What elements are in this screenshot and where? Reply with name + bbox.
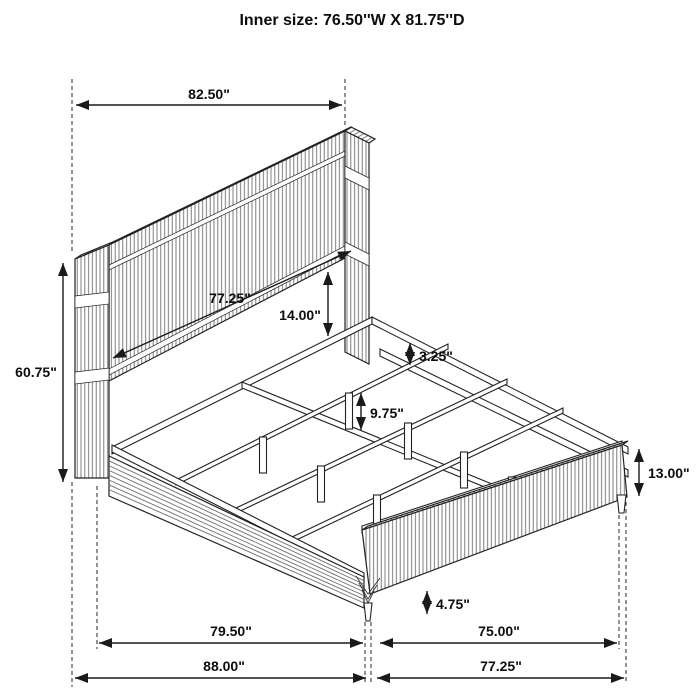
dim-overall-width-label: 82.50" bbox=[188, 86, 230, 102]
dim-headboard-height-label: 60.75" bbox=[15, 364, 57, 380]
dim-corner-leg-height-label: 4.75" bbox=[436, 596, 470, 612]
corner-leg bbox=[364, 603, 372, 621]
dim-foot-overall-width-label: 77.25" bbox=[480, 658, 522, 674]
frame-center-stringer bbox=[242, 382, 492, 490]
dim-headboard-to-slats-label: 14.00" bbox=[279, 307, 321, 323]
dim-overall-width bbox=[76, 86, 342, 105]
footboard-face bbox=[362, 445, 627, 594]
dim-center-leg-height bbox=[361, 393, 404, 430]
footboard bbox=[356, 441, 628, 621]
dim-foot-overall-width bbox=[377, 658, 624, 678]
dim-footboard-height-label: 13.00" bbox=[648, 465, 690, 481]
dim-overall-depth bbox=[75, 658, 366, 678]
page-title: Inner size: 76.50''W X 81.75''D bbox=[239, 12, 465, 29]
dim-inner-width bbox=[380, 623, 617, 643]
dim-corner-leg-height bbox=[427, 591, 470, 614]
dim-center-leg-height-label: 9.75" bbox=[370, 405, 404, 421]
dim-inner-depth-label: 79.50" bbox=[210, 623, 252, 639]
dim-rail-step-label: 3.25" bbox=[419, 348, 453, 364]
side-rail bbox=[109, 456, 364, 608]
dim-headboard-height bbox=[15, 263, 63, 482]
dim-footboard-height bbox=[639, 449, 690, 496]
footboard-right-leg bbox=[617, 495, 626, 513]
dim-headboard-panel-width-label: 77.25" bbox=[209, 290, 251, 306]
dim-inner-width-label: 75.00" bbox=[478, 623, 520, 639]
frame-slat bbox=[176, 344, 448, 485]
headboard-left-post bbox=[75, 245, 109, 478]
dim-overall-depth-label: 88.00" bbox=[203, 658, 245, 674]
dim-inner-depth bbox=[99, 623, 363, 643]
